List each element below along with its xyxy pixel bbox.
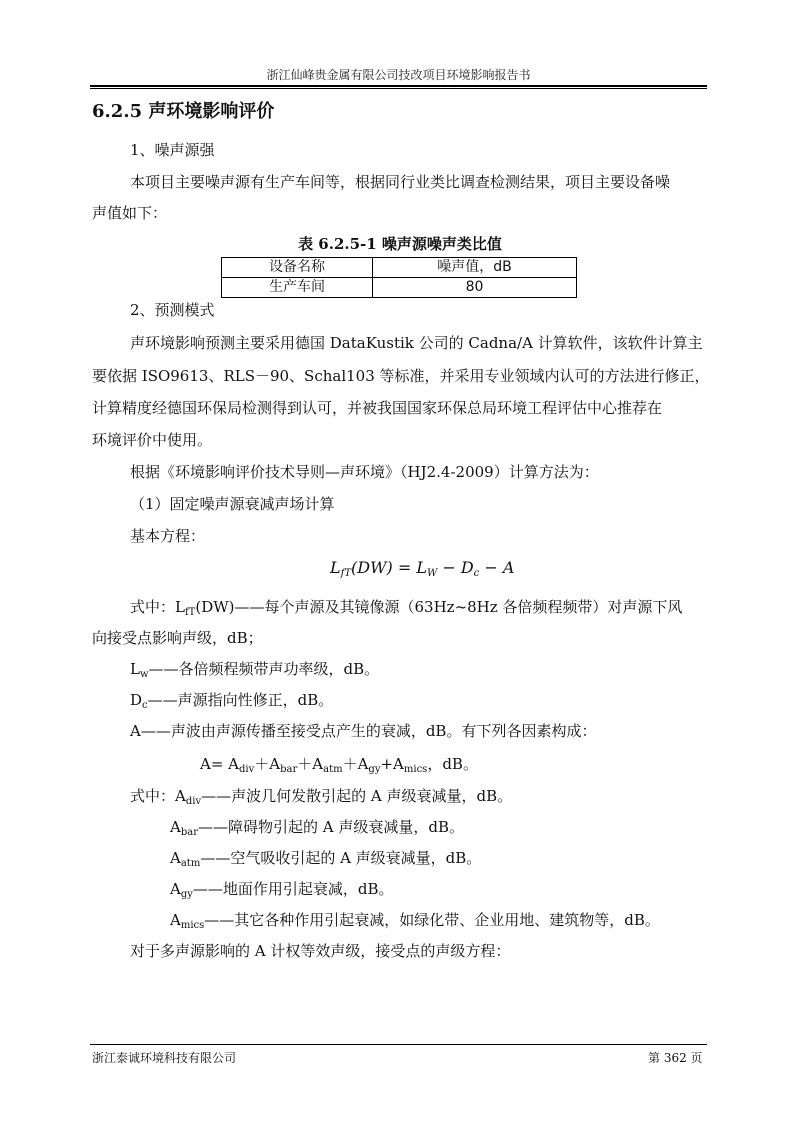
a-sub: atm [323, 764, 343, 775]
abar-sub: bar [180, 827, 198, 838]
para-model-3: 计算精度经德国环保局检测得到认可，并被我国国家环保总局环境工程评估中心推荐在 [92, 399, 663, 417]
adiv-text: ——声波几何发散引起的 A 声级衰减量，dB。 [201, 787, 513, 805]
para-abar: $A_{bar}——$障碍物引起的 A 声级衰减量，dB。 [170, 818, 464, 838]
where-sub: fT [184, 607, 196, 618]
aatm-sub: atm [180, 858, 201, 869]
agy-sub: gy [180, 889, 193, 900]
para-agy: $A_{gy}——$地面作用引起衰减，dB。 [170, 880, 394, 900]
a-sub: mics [403, 764, 428, 775]
para-a-equation: $A= A_{div}+A_{bar}+A_{atm}+A_{gy}+A_{mics}$，dB。 [200, 755, 478, 775]
para-where-1 [130, 597, 682, 617]
a-sub: div [239, 764, 255, 775]
amics-sub: mics [180, 920, 205, 931]
para-model-heading: 2、预测模式 [130, 301, 215, 319]
footer-page-number: 第 362 页 [648, 1051, 703, 1065]
para-basic-equation: 基本方程： [130, 527, 206, 545]
table-header-row [222, 258, 577, 278]
dc-text: ——声源指向性修正，dB。 [147, 691, 334, 709]
header-rule [90, 85, 707, 87]
equation [330, 558, 514, 577]
adiv-sub: div [185, 796, 202, 807]
para-adiv: 式中：$A_{div}——$声波几何发散引起的 A 声级衰减量，dB。 [130, 787, 513, 807]
para-amics: $A_{mics}——$其它各种作用引起衰减，如绿化带、企业用地、建筑物等，dB。 [170, 911, 660, 931]
header-rule-thin [90, 88, 707, 89]
lw-text: ——各倍频程频带声功率级，dB。 [148, 660, 380, 678]
para-lw: $L_w——$各倍频程频带声功率级，dB。 [130, 660, 380, 680]
para-noise-source-2: 声值如下： [92, 204, 168, 222]
para-noise-source-1: 本项目主要噪声源有生产车间等，根据同行业类比调查检测结果，项目主要设备噪 [130, 173, 671, 191]
table-caption: 表 6.2.5-1 噪声源噪声类比值 [298, 235, 502, 253]
para-model-2: 要依据 ISO9613、RLS－90、Schal103 等标准，并采用专业领域内认可的方法进行修正， [92, 367, 710, 385]
equation-text: $L_{fT}(DW) = L_W - D_c - A$ [330, 558, 515, 579]
para-a: A——声波由声源传播至接受点产生的衰减，dB。有下列各因素构成： [130, 722, 597, 740]
where-label: 式中：L [130, 598, 185, 616]
page-header: 浙江仙峰贵金属有限公司技改项目环境影响报告书 [266, 68, 531, 82]
footer-company: 浙江泰诚环境科技有限公司 [92, 1051, 237, 1065]
para-noise-source-heading: 1、噪声源强 [130, 141, 215, 159]
section-title: 6.2.5 声环境影响评价 [92, 101, 275, 122]
noise-table [221, 257, 577, 298]
abar-text: ——障碍物引起的 A 声级衰减量，dB。 [198, 818, 464, 836]
para-guideline: 根据《环境影响评价技术导则—声环境》（HJ2.4-2009）计算方法为： [130, 463, 599, 481]
dc-sub: c [142, 700, 148, 711]
aatm-text: ——空气吸收引起的 A 声级衰减量，dB。 [200, 849, 482, 867]
para-fixed-source: （1）固定噪声源衰减声场计算 [130, 495, 335, 513]
para-model-1: 声环境影响预测主要采用德国 DataKustik 公司的 Cadna/A 计算软件，该软件计算主 [130, 334, 703, 352]
agy-text: ——地面作用引起衰减，dB。 [192, 880, 394, 898]
footer-rule [90, 1044, 707, 1045]
para-multi-source: 对于多声源影响的 A 计权等效声级，接受点的声级方程： [130, 942, 511, 960]
amics-text: ——其它各种作用引起衰减，如绿化带、企业用地、建筑物等，dB。 [204, 911, 660, 929]
table-header-cell: 设备名称 [222, 258, 373, 278]
para-where-2: 向接受点影响声级，dB； [92, 629, 263, 647]
where-text: (DW)——每个声源及其镜像源（63Hz~8Hz 各倍频程频带）对声源下风 [195, 598, 683, 616]
a-sub: bar [280, 764, 298, 775]
table-cell: 生产车间 [222, 278, 373, 298]
table-cell: 80 [373, 278, 577, 298]
a-sub: gy [368, 764, 381, 775]
para-dc: $D_c——$声源指向性修正，dB。 [130, 691, 334, 711]
para-model-4: 环境评价中使用。 [92, 431, 213, 449]
table-header-cell: 噪声值，dB [373, 258, 577, 278]
table-row [222, 278, 577, 298]
para-aatm: $A_{atm}——$空气吸收引起的 A 声级衰减量，dB。 [170, 849, 482, 869]
lw-sub: w [139, 669, 149, 680]
